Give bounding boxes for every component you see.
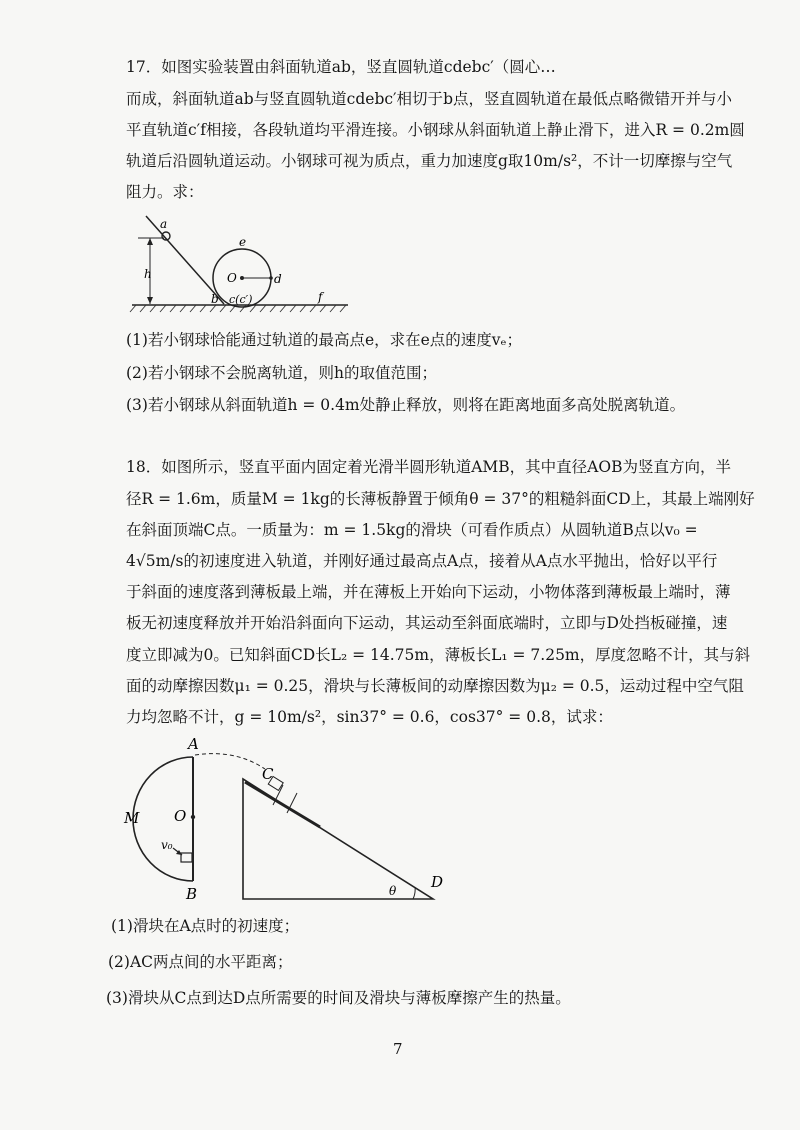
q18-line-6: 板无初速度释放并开始沿斜面向下运动，其运动至斜面底端时，立即与D处挡板碰撞，速	[126, 614, 728, 632]
q18-question-2: (2)AC两点间的水平距离；	[108, 953, 293, 971]
q17-label-f: f	[318, 290, 323, 304]
q17-label-e: e	[239, 235, 247, 249]
q17-line-3: 平直轨道c′f相接，各段轨道均平滑连接。小钢球从斜面轨道上静止滑下，进入R = 0.2m圆	[126, 121, 745, 139]
q17-line-2: 而成，斜面轨道ab与竖直圆轨道cdebc′相切于b点，竖直圆轨道在最低点略微错开并与小	[126, 90, 732, 108]
q18-question-3: (3)滑块从C点到达D点所需要的时间及滑块与薄板摩擦产生的热量。	[106, 989, 571, 1007]
q17-label-a: a	[160, 217, 168, 231]
q18-label-v0: v₀	[161, 838, 173, 852]
q18-label-A: A	[188, 735, 199, 753]
q17-line-5: 阻力。求：	[126, 183, 204, 201]
q18-line-3: 在斜面顶端C点。一质量为：m = 1.5kg的滑块（可看作质点）从圆轨道B点以v₀ =	[126, 521, 698, 539]
q17-label-h: h	[144, 267, 152, 281]
q18-label-theta: θ	[389, 884, 397, 898]
q18-label-M: M	[124, 809, 140, 827]
q18-question-1: (1)滑块在A点时的初速度；	[111, 917, 300, 935]
q18-label-D: D	[431, 873, 444, 891]
q17-line-1: 17．如图实验装置由斜面轨道ab，竖直圆轨道cdebc′（圆心…	[126, 58, 556, 76]
q18-line-7: 度立即减为0。已知斜面CD长L₂ = 14.75m，薄板长L₁ = 7.25m，厚度忽略不计，其与斜	[126, 646, 751, 664]
q17-label-d: d	[274, 272, 282, 286]
q18-line-9: 力均忽略不计，g = 10m/s²，sin37° = 0.6，cos37° = 0.8，试求：	[126, 708, 613, 726]
q17-line-4: 轨道后沿圆轨道运动。小钢球可视为质点，重力加速度g取10m/s²，不计一切摩擦与空气	[126, 152, 733, 170]
q18-line-4: 4√5m/s的初速度进入轨道，并刚好通过最高点A点，接着从A点水平抛出，恰好以平行	[126, 552, 718, 570]
q17-label-b: b	[211, 292, 219, 306]
q18-trajectory	[195, 754, 265, 769]
q18-line-2: 径R = 1.6m，质量M = 1kg的长薄板静置于倾角θ = 37°的粗糙斜面CD上，其最上端刚好	[126, 490, 755, 508]
q17-question-3: (3)若小钢球从斜面轨道h = 0.4m处静止释放，则将在距离地面多高处脱离轨道。	[126, 396, 686, 414]
q18-plank	[245, 782, 320, 827]
q18-label-O: O	[174, 807, 187, 825]
q18-slider-block	[181, 853, 192, 862]
q18-line-8: 面的动摩擦因数μ₁ = 0.25，滑块与长薄板间的动摩擦因数为μ₂ = 0.5，运动过程中空气阻	[126, 677, 744, 695]
q17-label-O: O	[227, 271, 237, 285]
q17-label-c: c(c′)	[229, 293, 253, 306]
page-number: 7	[393, 1040, 403, 1058]
q17-figure	[120, 208, 360, 328]
q18-label-C: C	[262, 765, 274, 783]
q17-question-1: (1)若小钢球恰能通过轨道的最高点e，求在e点的速度vₑ；	[126, 331, 523, 349]
q17-incline	[146, 216, 224, 304]
q17-question-2: (2)若小钢球不会脱离轨道，则h的取值范围；	[126, 364, 437, 382]
q18-line-5: 于斜面的速度落到薄板最上端，并在薄板上开始向下运动，小物体落到薄板最上端时，薄	[126, 583, 731, 601]
q18-line-1: 18．如图所示，竖直平面内固定着光滑半圆形轨道AMB，其中直径AOB为竖直方向，半	[126, 458, 731, 476]
q18-figure	[115, 735, 455, 910]
q18-label-B: B	[186, 885, 198, 903]
